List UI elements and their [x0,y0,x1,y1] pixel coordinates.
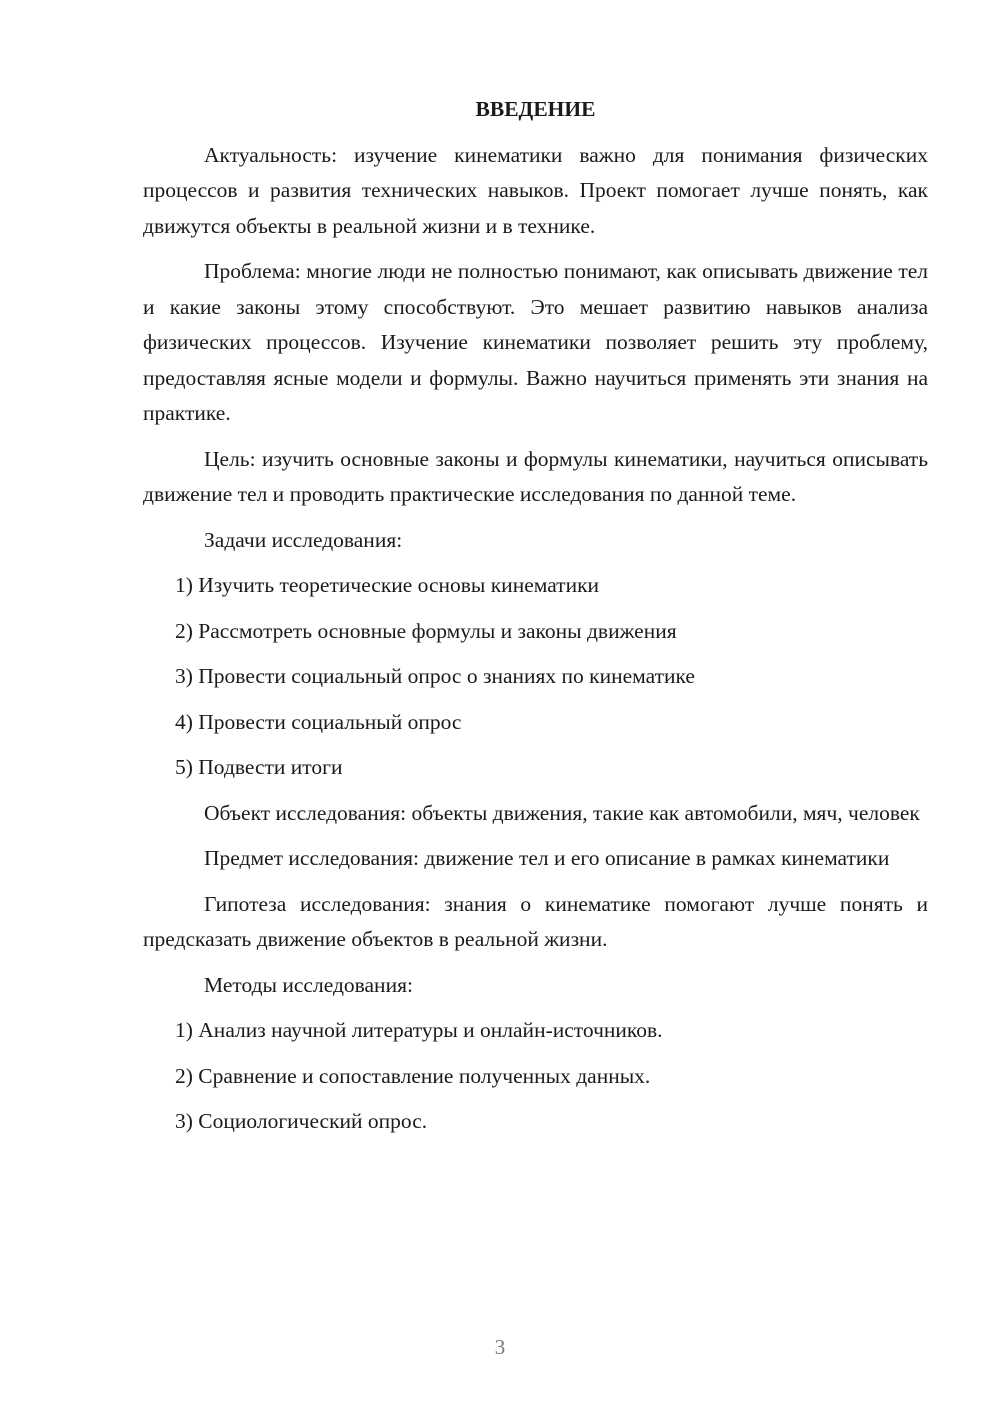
method-item: 3) Социологический опрос. [175,1109,428,1133]
page-number: 3 [494,1335,506,1359]
methods-heading: Методы исследования: [204,972,413,997]
tasks-list [143,568,928,786]
task-item: 2) Рассмотреть основные формулы и законы движения [175,618,677,643]
object-paragraph: Объект исследования: объекты движения, такие как автомобили, мяч, человек [204,800,920,825]
relevance-paragraph: Актуальность: изучение кинематики важно для понимания физических процессов и развития технических навыков. Проект помогает лучше понять, как движутся объекты в реальной жизни и в технике. [143,142,928,238]
subject-paragraph: Предмет исследования: движение тел и его описание в рамках кинематики [204,846,890,870]
task-item: 4) Провести социальный опрос [175,709,462,734]
document-page [143,92,928,1150]
method-item: 2) Сравнение и сопоставление полученных данных. [175,1063,651,1088]
method-item: 1) Анализ научной литературы и онлайн-источников. [175,1018,663,1042]
task-item: 5) Подвести итоги [175,755,343,779]
section-title: ВВЕДЕНИЕ [475,97,596,121]
goal-paragraph: Цель: изучить основные законы и формулы кинематики, научиться описывать движение тел и проводить практические исследования по данной теме. [143,446,928,506]
problem-paragraph: Проблема: многие люди не полностью понимают, как описывать движение тел и какие законы этому способствуют. Это мешает развитию навыков анализа физических процессов. Изучение кинематики позволяет решить эту проблему, предоставляя ясные модели и формулы. Важно научиться применять эти знания на практике. [143,259,928,425]
task-item: 1) Изучить теоретические основы кинематики [175,573,600,597]
tasks-heading: Задачи исследования: [204,527,403,552]
methods-list [143,1013,928,1140]
task-item: 3) Провести социальный опрос о знаниях по кинематике [175,664,695,688]
hypothesis-paragraph: Гипотеза исследования: знания о кинематике помогают лучше понять и предсказать движение объектов в реальной жизни. [143,891,928,951]
